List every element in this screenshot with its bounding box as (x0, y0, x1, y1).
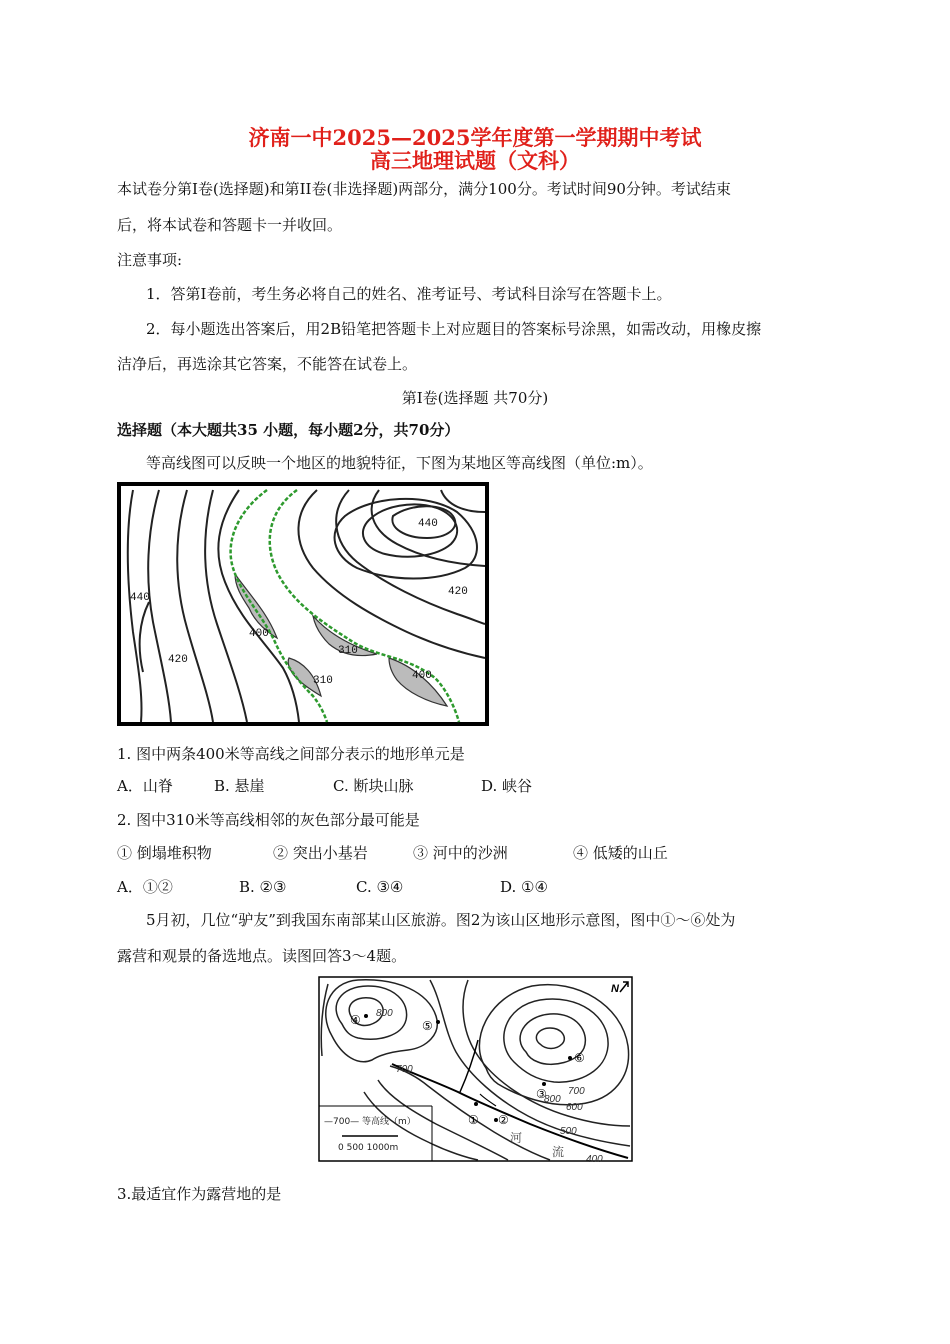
site-label: ⑤ (422, 1019, 433, 1033)
legend-scale: 0 500 1000m (338, 1143, 399, 1153)
question-stem: 1. 图中两条400米等高线之间部分表示的地形单元是 (117, 745, 465, 763)
question-stem: 2. 图中310米等高线相邻的灰色部分最可能是 (117, 811, 420, 829)
site-dot (474, 1102, 478, 1106)
contour-label: 800 (376, 1008, 393, 1019)
notes-heading: 注意事项: (117, 251, 183, 269)
contour-label: 420 (168, 654, 188, 666)
answer-option: C. ③④ (356, 878, 404, 896)
section-heading: 选择题（本大题共35 小题，每小题2分，共70分） (117, 421, 460, 439)
answer-option: B. ②③ (239, 878, 287, 896)
river-text: 河 (510, 1131, 523, 1145)
contour-label: 420 (448, 586, 468, 598)
contour-label: 400 (586, 1154, 603, 1162)
site-dot (436, 1020, 440, 1024)
site-label: ③ (536, 1087, 547, 1101)
intro-line: 本试卷分第Ⅰ卷(选择题)和第II卷(非选择题)两部分，满分100分。考试时间90分钟。考试结束 (117, 180, 731, 198)
passage: 露营和观景的备选地点。读图回答3～4题。 (117, 947, 407, 965)
answer-option: C. 断块山脉 (333, 777, 414, 795)
question-stem: 3.最适宜作为露营地的是 (117, 1185, 282, 1203)
site-dot (568, 1056, 572, 1060)
answer-option: D. ①④ (500, 878, 548, 896)
terrain-map-figure (318, 976, 633, 1162)
note-item: 1．答第Ⅰ卷前，考生务必将自己的姓名、准考证号、考试科目涂写在答题卡上。 (146, 285, 672, 303)
contour-label: 440 (130, 592, 150, 604)
terrain-map-svg (318, 976, 633, 1162)
contour-label: 500 (560, 1126, 577, 1137)
contour-label: 400 (249, 628, 269, 640)
contour-map-figure (117, 482, 489, 726)
site-label: ⑥ (574, 1051, 585, 1065)
legend-contour: —700— 等高线（m） (324, 1117, 416, 1127)
site-label: ① (468, 1113, 479, 1127)
note-item: 2．每小题选出答案后，用2B铅笔把答题卡上对应题目的答案标号涂黑，如需改动，用橡皮擦 (146, 320, 762, 338)
choice-item: ③ 河中的沙洲 (413, 844, 508, 862)
site-dot (364, 1014, 368, 1018)
contour-label: 800 (544, 1094, 561, 1105)
contour-label: 700 (396, 1064, 413, 1075)
north-label: N (611, 983, 619, 995)
passage: 5月初，几位“驴友”到我国东南部某山区旅游。图2为该山区地形示意图，图中①～⑥处为 (146, 911, 736, 929)
site-label: ② (498, 1113, 509, 1127)
answer-option: B. 悬崖 (214, 777, 265, 795)
note-item: 洁净后，再选涂其它答案，不能答在试卷上。 (117, 355, 418, 373)
contour-map-svg (117, 482, 489, 726)
answer-option: D. 峡谷 (481, 777, 533, 795)
contour-label: 310 (338, 645, 358, 657)
intro-line: 后，将本试卷和答题卡一并收回。 (117, 216, 343, 234)
contour-label: 700 (568, 1086, 585, 1097)
map-frame (319, 977, 632, 1161)
contour-label: 600 (566, 1102, 583, 1113)
passage: 等高线图可以反映一个地区的地貌特征，下图为某地区等高线图（单位:m）。 (146, 454, 653, 472)
exam-subtitle: 高三地理试题（文科） (370, 148, 580, 173)
volume-title: 第Ⅰ卷(选择题 共70分) (401, 389, 549, 407)
site-label: ④ (350, 1013, 361, 1027)
choice-item: ① 倒塌堆积物 (117, 844, 212, 862)
choice-item: ② 突出小基岩 (273, 844, 368, 862)
answer-option: A．①② (117, 878, 173, 896)
answer-option: A．山脊 (117, 777, 173, 795)
contour-label: 400 (412, 670, 432, 682)
site-dot (542, 1082, 546, 1086)
exam-title: 济南一中2025—2025学年度第一学期期中考试 (248, 125, 702, 150)
contour-label: 440 (418, 518, 438, 530)
river-text: 流 (552, 1145, 565, 1159)
contour-label: 310 (313, 675, 333, 687)
choice-item: ④ 低矮的山丘 (573, 844, 668, 862)
